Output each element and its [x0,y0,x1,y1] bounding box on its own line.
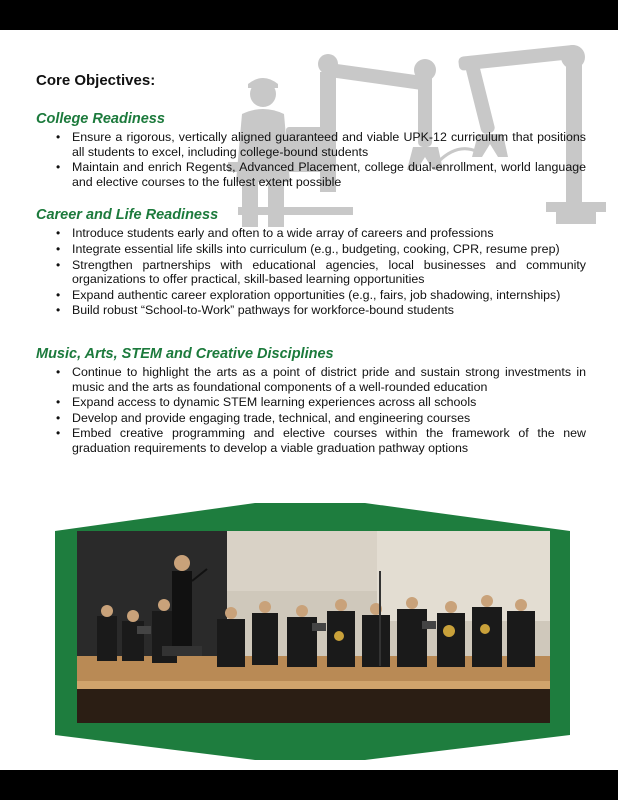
top-black-bar [0,0,618,30]
band-photo-frame [55,503,570,760]
list-item: • Continue to highlight the arts as a point of district pride and sustain strong investments in music and the arts as foundational components of a well-rounded education [56,365,586,394]
section-career-life-readiness [36,207,586,318]
bullet-list [36,130,586,189]
bullet-list [36,226,586,318]
section-music-arts-stem [36,346,586,456]
section-heading: Music, Arts, STEM and Creative Disciplines [36,345,334,362]
list-item: • Embed creative programming and elective courses within the framework of the new graduation requirements to develop a viable graduation pathway options [56,426,586,455]
core-objectives-content [36,72,586,474]
list-item: • Introduce students early and often to a wide array of careers and professions [56,226,586,241]
section-heading: Career and Life Readiness [36,207,219,224]
page-title: Core Objectives: [36,72,156,89]
list-item: • Maintain and enrich Regents, Advanced Placement, college dual-enrollment, world language and elective courses to the fullest extent possible [56,160,586,189]
band-concert-photo [77,531,550,723]
list-item: • Expand access to dynamic STEM learning experiences across all schools [56,395,586,410]
section-heading: College Readiness [36,111,165,127]
list-item: • Build robust “School-to-Work” pathways for workforce-bound students [56,303,586,318]
list-item: • Develop and provide engaging trade, technical, and engineering courses [56,411,586,426]
bullet-list [36,365,586,456]
list-item: • Expand authentic career exploration opportunities (e.g., fairs, job shadowing, internships) [56,288,586,303]
list-item: • Integrate essential life skills into curriculum (e.g., budgeting, cooking, CPR, resume prep) [56,242,586,257]
list-item: • Strengthen partnerships with educational agencies, local businesses and community organizations to offer practical, skill-based learning opportunities [56,258,586,287]
bottom-black-bar [0,770,618,800]
section-college-readiness [36,111,586,189]
list-item: • Ensure a rigorous, vertically aligned guaranteed and viable UPK-12 curriculum that positions all students to excel, including college-bound students [56,130,586,159]
